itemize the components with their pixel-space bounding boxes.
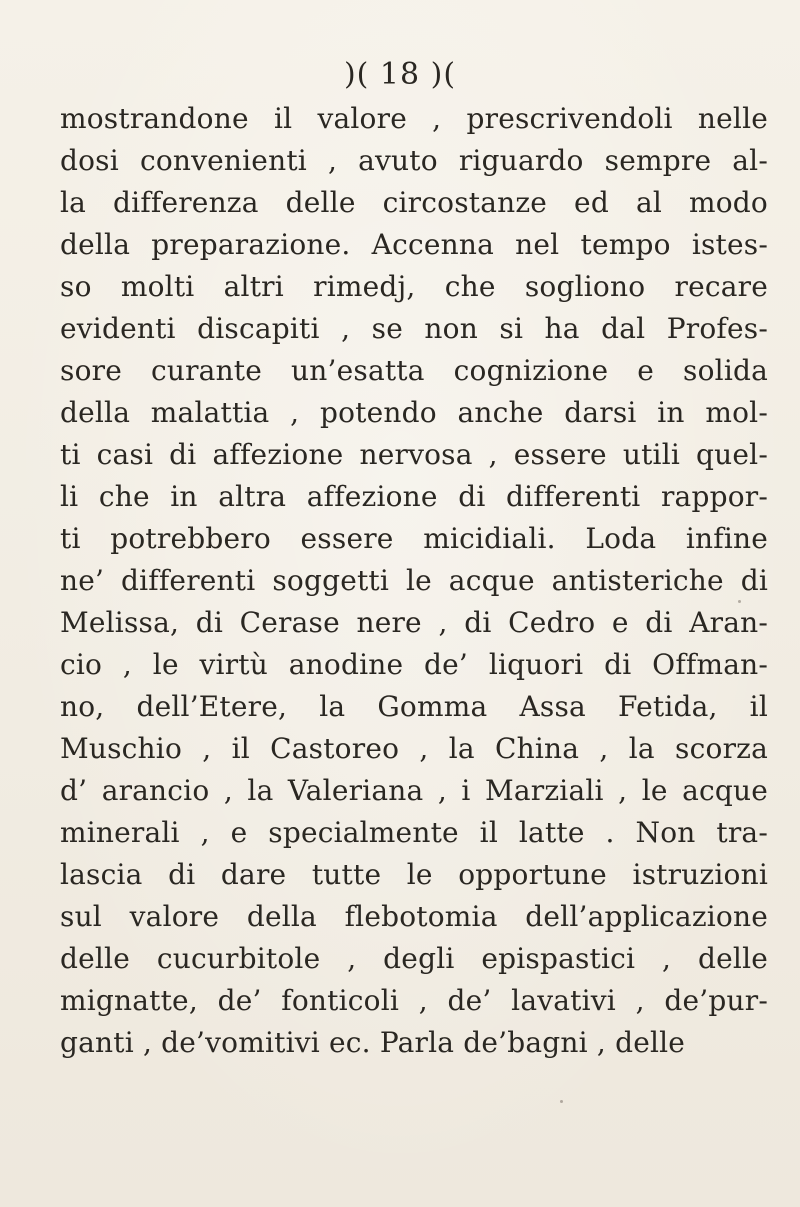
text-line: sore curante un’esatta cognizione e solida: [60, 354, 768, 387]
text-line: mignatte, de’ fonticoli , de’ lavativi , de’pur-: [60, 984, 768, 1017]
text-line: Melissa, di Cerase nere , di Cedro e di Aran-: [60, 606, 768, 639]
paper-speck: [560, 1100, 563, 1103]
text-line: sul valore della flebotomia dell’applicazione: [60, 900, 768, 933]
text-line: d’ arancio , la Valeriana , i Marziali , le acque: [60, 774, 768, 807]
text-line: cio , le virtù anodine de’ liquori di Offman-: [60, 648, 768, 681]
text-line: ne’ differenti soggetti le acque antisteriche di: [60, 564, 768, 597]
text-line: Muschio , il Castoreo , la China , la scorza: [60, 732, 768, 765]
text-line: no, dell’Etere, la Gomma Assa Fetida, il: [60, 690, 768, 723]
text-line: li che in altra affezione di differenti rappor-: [60, 480, 768, 513]
text-line: dosi convenienti , avuto riguardo sempre al-: [60, 144, 768, 177]
text-line: so molti altri rimedj, che sogliono recare: [60, 270, 768, 303]
paper-speck: [738, 600, 741, 603]
text-line: lascia di dare tutte le opportune istruzioni: [60, 858, 768, 891]
body-text: [60, 98, 768, 1064]
text-line: delle cucurbitole , degli epispastici , delle: [60, 942, 768, 975]
text-line: la differenza delle circostanze ed al modo: [60, 186, 768, 219]
text-line: della malattia , potendo anche darsi in mol-: [60, 396, 768, 429]
page-number-header: )( 18 )(: [343, 57, 457, 92]
text-line: mostrandone il valore , prescrivendoli nelle: [60, 102, 768, 135]
text-line: ti casi di affezione nervosa , essere utili quel-: [60, 438, 768, 471]
text-line: minerali , e specialmente il latte . Non tra-: [60, 816, 768, 849]
text-line: ganti , de’vomitivi ec. Parla de’bagni , delle: [60, 1026, 686, 1059]
text-line: evidenti discapiti , se non si ha dal Profes-: [60, 312, 768, 345]
text-line: ti potrebbero essere micidiali. Loda infine: [60, 522, 768, 555]
text-line: della preparazione. Accenna nel tempo istes-: [60, 228, 768, 261]
